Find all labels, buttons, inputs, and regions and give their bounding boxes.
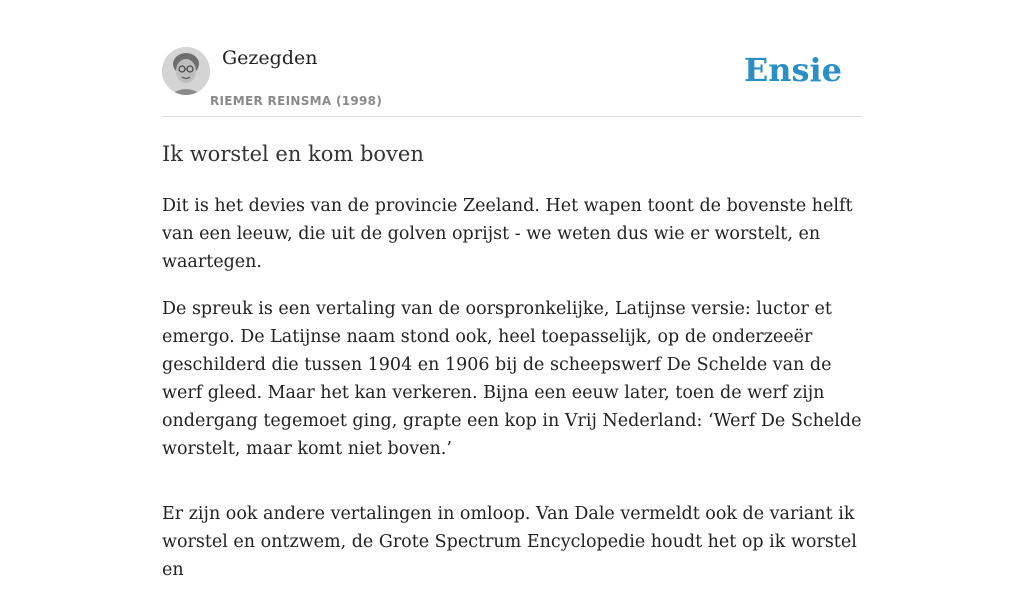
author-avatar[interactable] [162,47,210,95]
portrait-icon [162,47,210,95]
page-title: Ik worstel en kom boven [162,142,424,166]
article-header [162,0,862,117]
author-credit: RIEMER REINSMA (1998) [210,94,383,108]
paragraph: Dit is het devies van de provincie Zeeland. Het wapen toont de bovenste helft van een leeuw, die uit de golven oprijst - we weten dus wie er worstelt, en waartegen. [162,196,853,272]
brand-logo[interactable]: Ensie [743,51,842,89]
article-body [162,192,862,603]
paragraph: Er zijn ook andere vertalingen in omloop. Van Dale vermeldt ook de variant ik worstel en ontzwem, de Grote Spectrum Encyclopedie houdt het op ik worstel en [162,504,857,580]
article-page [162,0,862,580]
category-link[interactable]: Gezegden [222,47,318,69]
paragraph: De spreuk is een vertaling van de oorspronkelijke, Latijnse versie: luctor et emergo. De Latijnse naam stond ook, heel toepasselijk, op de onderzeeër geschilderd die tussen 1904 en 1906 bij de scheepswerf De Schelde van de werf gleed. Maar het kan verkeren. Bijna een eeuw later, toen de werf zijn ondergang tegemoet ging, grapte een kop in Vrij Nederland: ‘Werf De Schelde worstelt, maar komt niet boven.’ [162,299,862,459]
